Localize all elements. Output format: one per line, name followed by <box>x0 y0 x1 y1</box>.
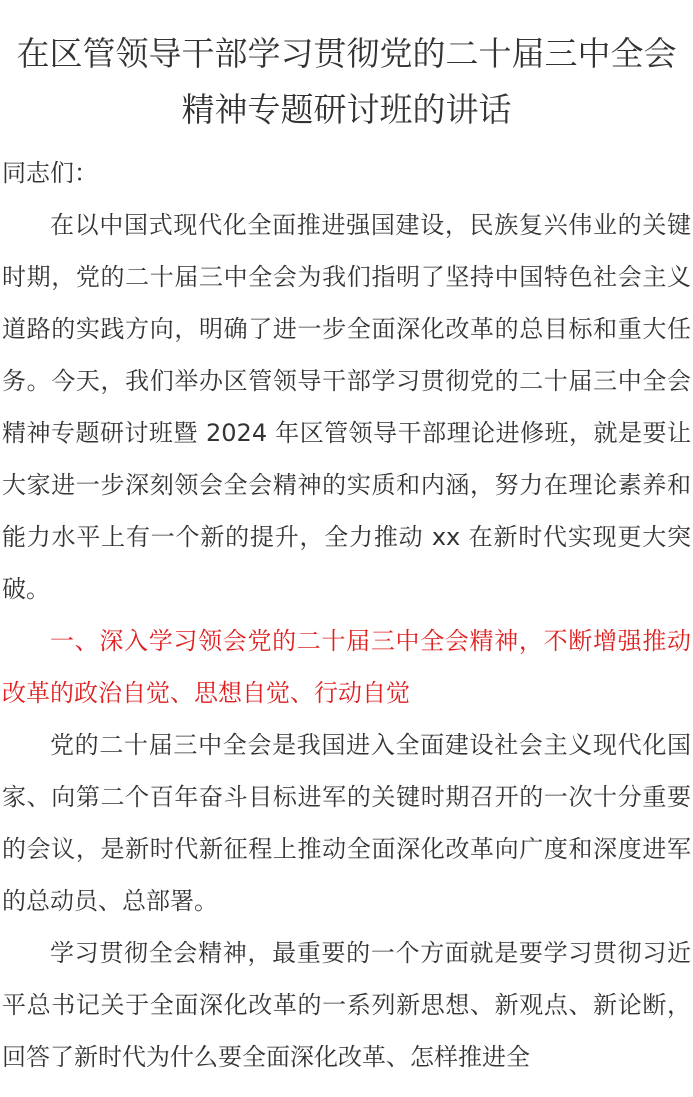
paragraph-study: 学习贯彻全会精神，最重要的一个方面就是要学习贯彻习近平总书记关于全面深化改革的一系列新思想、新观点、新论断，回答了新时代为什么要全面深化改革、怎样推进全 <box>2 939 691 1071</box>
document-title: 在区管领导干部学习贯彻党的二十届三中全会精神专题研讨班的讲话 <box>16 34 677 129</box>
paragraph-plenum: 党的二十届三中全会是我国进入全面建设社会主义现代化国家、向第二个百年奋斗目标进军的关键时期召开的一次十分重要的会议，是新时代新征程上推动全面深化改革向广度和深度进军的总动员、总部署。 <box>2 731 691 915</box>
section-heading-1: 一、深入学习领会党的二十届三中全会精神，不断增强推动改革的政治自觉、思想自觉、行动自觉 <box>2 627 691 707</box>
salutation: 同志们： <box>2 159 98 187</box>
paragraph-intro: 在以中国式现代化全面推进强国建设，民族复兴伟业的关键时期，党的二十届三中全会为我们指明了坚持中国特色社会主义道路的实践方向，明确了进一步全面深化改革的总目标和重大任务。今天，我们举办区管领导干部学习贯彻党的二十届三中全会精神专题研讨班暨 2024 年区管领导干部理论进修班，就是要让大家进一步深刻领会全会精神的实质和内涵，努力在理论素养和能力水平上有一个新的提升，全力推动 xx 在新时代实现更大突破。 <box>2 211 691 603</box>
document-body <box>0 147 693 1083</box>
